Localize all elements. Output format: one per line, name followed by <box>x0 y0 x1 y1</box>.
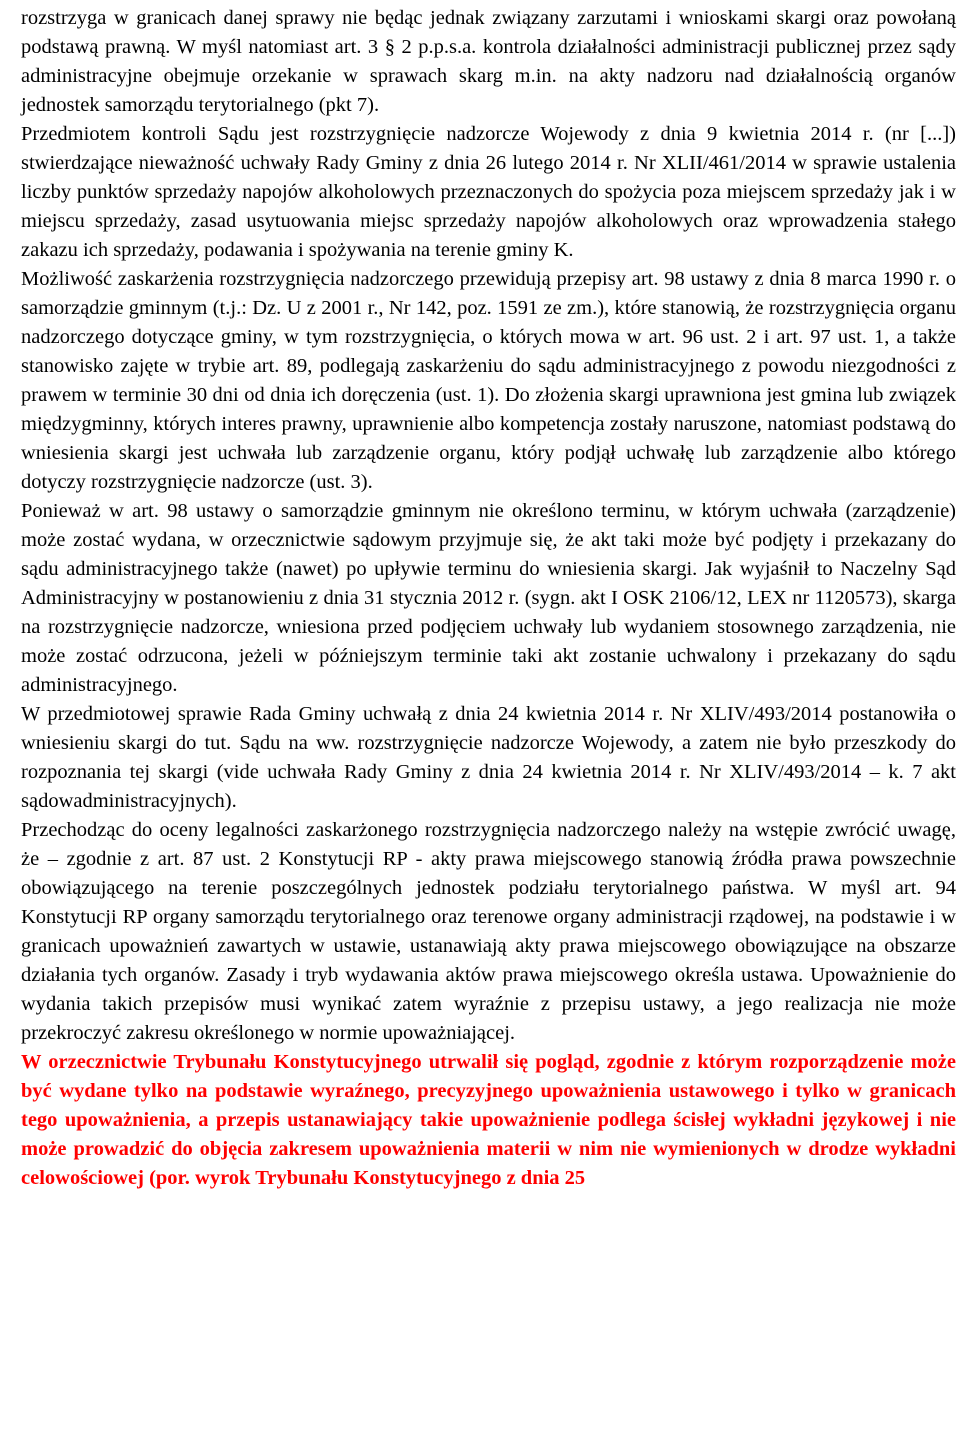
paragraph-subject-of-review: Przedmiotem kontroli Sądu jest rozstrzygnięcie nadzorcze Wojewody z dnia 9 kwietnia 2014 r. (nr [...]) stwierdzające nieważność uchwały Rady Gminy z dnia 26 lutego 2014 r. Nr XLII/461/2014 w sprawie ustalenia liczby punktów sprzedaży napojów alkoholowych przeznaczonych do spożycia poza miejscem sprzedaży jak i w miejscu sprzedaży, zasad usytuowania miejsc sprzedaży napojów alkoholowych oraz wprowadzenia stałego zakazu ich sprzedaży, podawania i spożywania na terenie gminy K. <box>21 123 956 261</box>
paragraph-constitutional-tribunal-highlighted: W orzecznictwie Trybunału Konstytucyjnego utrwalił się pogląd, zgodnie z którym rozporządzenie może być wydane tylko na podstawie wyraźnego, precyzyjnego upoważnienia ustawowego i tylko w granicach tego upoważnienia, a przepis ustanawiający takie upoważnienie podlega ścisłej wykładni językowej i nie może prowadzić do objęcia zakresem upoważnienia materii w nim nie wymienionych w drodze wykładni celowościowej (por. wyrok Trybunału Konstytucyjnego z dnia 25 <box>21 1051 956 1189</box>
paragraph-legality-assessment: Przechodząc do oceny legalności zaskarżonego rozstrzygnięcia nadzorczego należy na wstępie zwrócić uwagę, że – zgodnie z art. 87 ust. 2 Konstytucji RP - akty prawa miejscowego stanowią źródła prawa powszechnie obowiązującego na terenie poszczególnych jednostek podziału terytorialnego państwa. W myśl art. 94 Konstytucji RP organy samorządu terytorialnego oraz terenowe organy administracji rządowej, na podstawie i w granicach upoważnień zawartych w ustawie, ustanawiają akty prawa miejscowego obowiązujące na obszarze działania tych organów. Zasady i tryb wydawania aktów prawa miejscowego określa ustawa. Upoważnienie do wydania takich przepisów musi wynikać zatem wyraźnie z przepisu ustawy, a jego realizacja nie może przekroczyć zakresu określonego w normie upoważniającej. <box>21 819 956 1044</box>
paragraph-council-resolution: W przedmiotowej sprawie Rada Gminy uchwałą z dnia 24 kwietnia 2014 r. Nr XLIV/493/2014 postanowiła o wniesieniu skargi do tut. Sądu na ww. rozstrzygnięcie nadzorcze Wojewody, a zatem nie było przeszkody do rozpoznania tej skargi (vide uchwała Rady Gminy z dnia 24 kwietnia 2014 r. Nr XLIV/493/2014 – k. 7 akt sądowadministracyjnych). <box>21 703 956 812</box>
paragraph-appeal-possibility: Możliwość zaskarżenia rozstrzygnięcia nadzorczego przewidują przepisy art. 98 ustawy z dnia 8 marca 1990 r. o samorządzie gminnym (t.j.: Dz. U z 2001 r., Nr 142, poz. 1591 ze zm.), które stanowią, że rozstrzygnięcia organu nadzorczego dotyczące gminy, w tym rozstrzygnięcia, o których mowa w art. 96 ust. 2 i art. 97 ust. 1, a także stanowisko zajęte w trybie art. 89, podlegają zaskarżeniu do sądu administracyjnego z powodu niezgodności z prawem w terminie 30 dni od dnia ich doręczenia (ust. 1). Do złożenia skargi uprawniona jest gmina lub związek międzygminny, których interes prawny, uprawnienie albo kompetencja zostały naruszone, natomiast podstawą do wniesienia skargi jest uchwała lub zarządzenie organu, który podjął uchwałę lub zarządzenie albo którego dotyczy rozstrzygnięcie nadzorcze (ust. 3). <box>21 268 956 493</box>
paragraph-court-scope: rozstrzyga w granicach danej sprawy nie będąc jednak związany zarzutami i wnioskami skargi oraz powołaną podstawą prawną. W myśl natomiast art. 3 § 2 p.p.s.a. kontrola działalności administracji publicznej przez sądy administracyjne obejmuje orzekanie w sprawach skarg m.in. na akty nadzoru nad działalnością organów jednostek samorządu terytorialnego (pkt 7). <box>21 7 956 116</box>
document-page <box>21 4 956 1193</box>
paragraph-deadline: Ponieważ w art. 98 ustawy o samorządzie gminnym nie określono terminu, w którym uchwała (zarządzenie) może zostać wydana, w orzecznictwie sądowym przyjmuje się, że akt taki może być podjęty i przekazany do sądu administracyjnego także (nawet) po upływie terminu do wniesienia skargi. Jak wyjaśnił to Naczelny Sąd Administracyjny w postanowieniu z dnia 31 stycznia 2012 r. (sygn. akt I OSK 2106/12, LEX nr 1120573), skarga na rozstrzygnięcie nadzorcze, wniesiona przed podjęciem uchwały lub wydaniem stosownego zarządzenia, nie może zostać odrzucona, jeżeli w późniejszym terminie taki akt zostanie uchwalony i przekazany do sądu administracyjnego. <box>21 500 956 696</box>
